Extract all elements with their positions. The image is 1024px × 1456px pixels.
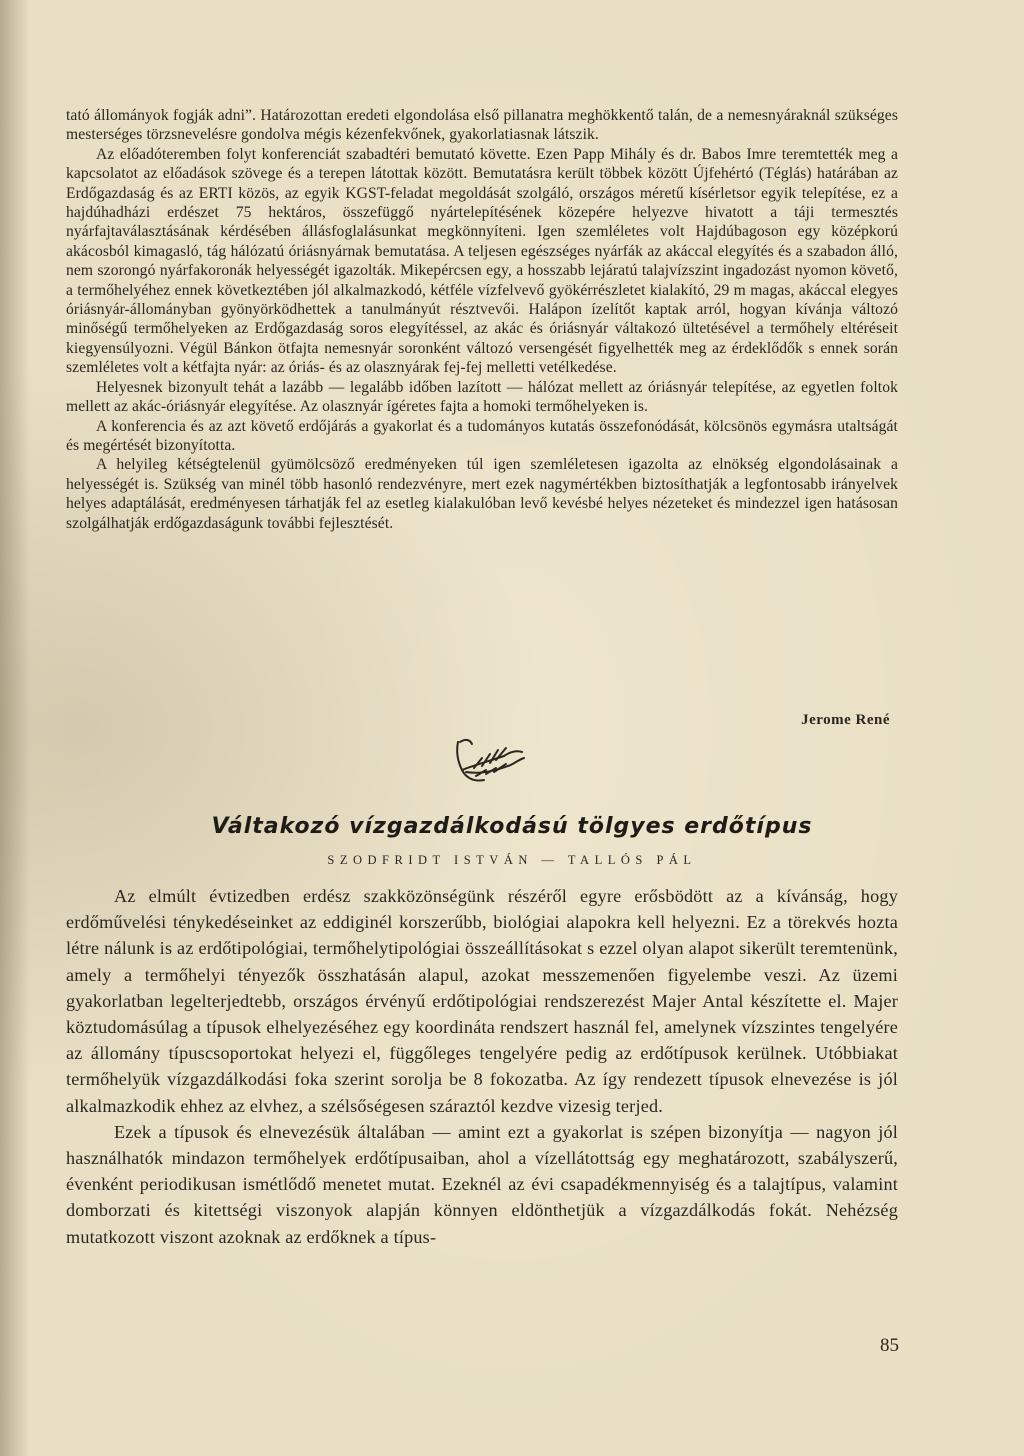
paragraph: Az elmúlt évtizedben erdész szakközönségünk részéről egyre erősbödött az a kívánság, hogy erdőművelési ténykedéseinket az eddiginél korszerűbb, biológiai alapokra kell helyezni. Ez a törekvés hozta létre nálunk is az erdőtipológiai, termőhelytipológiai összeállításokat s ezzel olyan alapot sikerült teremtenünk, amely a termőhelyi tényezők összhatásán alapul, azokat messzemenően figyelembe veszi. Az üzemi gyakorlatban legelterjedtebb, országos érvényű erdőtipológiai rendszerezést Majer Antal készítette el. Majer köztudomásúlag a típusok elhelyezéséhez egy koordináta rendszert használ fel, amelynek vízszintes tengelyére az állomány típuscsoportokat helyezi el, függőleges tengelyére pedig az erdőtípusok kerülnek. Utóbbiakat termőhelyük vízgazdálkodási foka szerint sorolja be 8 fokozatba. Az így rendezett típusok elnevezése is jól alkalmazkodik ehhez az elvhez, a szélsőségesen száraztól kezdve vizesig terjed. [66,886,898,1116]
author-signature: Jerome René [801,712,890,728]
page-number: 85 [880,1335,899,1356]
paragraph: Helyesnek bizonyult tehát a lazább — legalább időben lazított — hálózat mellett az óriásnyár telepítése, az egyetlen foltok mellett az akác-óriásnyár elegyítése. Az olasznyár ígéretes fajta a homoki termőhelyeken is. [66,378,898,416]
article-title: Váltakozó vízgazdálkodású tölgyes erdőtípus [211,814,813,839]
article-authors: SZODFRIDT ISTVÁN — TALLÓS PÁL [327,853,697,867]
paragraph: Az előadóteremben folyt konferenciát szabadtéri bemutató követte. Ezen Papp Mihály és dr. Babos Imre teremtették meg a kapcsolatot az előadások szövege és a terepen látottak között. Bemutatásra került többek között Újfehértó (Téglás) határában az Erdőgazdaság és az ERTI közös, az egyik KGST-feladat megoldását szolgáló, országos méretű kísérletsor egyik telepítése, ez a hajdúhadházi erdészet 75 hektáros, összefüggő nyártelepítésének közepére helyezve hivatott a táji termesztés nyárfajtaválasztásának kérdésében állásfoglalásunkat megkönnyíteni. Igen szemléletes volt Hajdúbagoson egy középkorú akácosból kimagasló, tág hálózatú óriásnyárnak bemutatása. A teljesen egészséges nyárfák az akáccal elegyítés és a szabadon álló, nem szorongó nyárfakoronák helyességét igazolták. Mikepércsen egy, a hosszabb lejáratú talajvízszint ingadozást nyomon követő, a termőhelyéhez ennek következtében jól alkalmazkodó, kétféle vízfelvevő gyökérrészletet kialakító, 29 m magas, akáccal elegyes óriásnyár-állományban gyönyörködhettek a tanulmányút résztvevői. Halápon ízelítőt kaptak arról, hogyan kívánja változó minőségű termőhelyeken az Erdőgazdaság soros elegyítéssel, az akác és óriásnyár váltakozó ültetésével a termőhely eltéréseit kiegyensúlyozni. Végül Bánkon ötfajta nemesnyár soronként változó versengését figyelhették meg az érdeklődők s ennek során szemléletes volt a kétfajta nyár: az óriás- és az olasznyárak fej-fej melletti vetélkedése. [66,145,898,377]
previous-article-text [66,106,898,533]
article-body [66,883,898,1250]
paragraph: tató állományok fogják adni”. Határozottan eredeti elgondolása első pillanatra meghökkentő talán, de a nemesnyáraknál szükséges mesterséges törzsnevelésre gondolva mégis kézenfekvőnek, gyakorlatiasnak látszik. [66,107,898,144]
leaf-flourish-icon [452,732,532,792]
paragraph: A konferencia és az azt követő erdőjárás a gyakorlat és a tudományos kutatás összefonódását, kölcsönös egymásra utaltságát és megértését bizonyította. [66,417,898,454]
paragraph: A helyileg kétségtelenül gyümölcsöző eredményeken túl igen szemléletesen igazolta az elnökség elgondolásainak a helyességét is. Szükség van minél több hasonló rendezvényre, mert ezek nagymértékben biztosíthatják a legfontosabb irányelvek helyes adaptálását, eredményesen tárhatják fel az esetleg kialakulóban levő kevésbé helyes nézeteket és mindezzel igen hatásosan szolgálhatják erdőgazdaságunk további fejlesztését. [66,456,898,532]
binding-shadow [0,0,30,1456]
paragraph: Ezek a típusok és elnevezésük általában — amint ezt a gyakorlat is szépen bizonyítja — nagyon jól használhatók mindazon termőhelyek erdőtípusaiban, ahol a vízellátottság egy meghatározott, szabályszerű, évenként periodikusan ismétlődő menetet mutat. Ezeknél az évi csapadékmennyiség és a talajtípus, valamint domborzati és kitettségi viszonyok alapján könnyen eldönthetjük a vízgazdálkodás fokát. Nehézség mutatkozott viszont azoknak az erdőknek a típus- [66,1121,898,1247]
